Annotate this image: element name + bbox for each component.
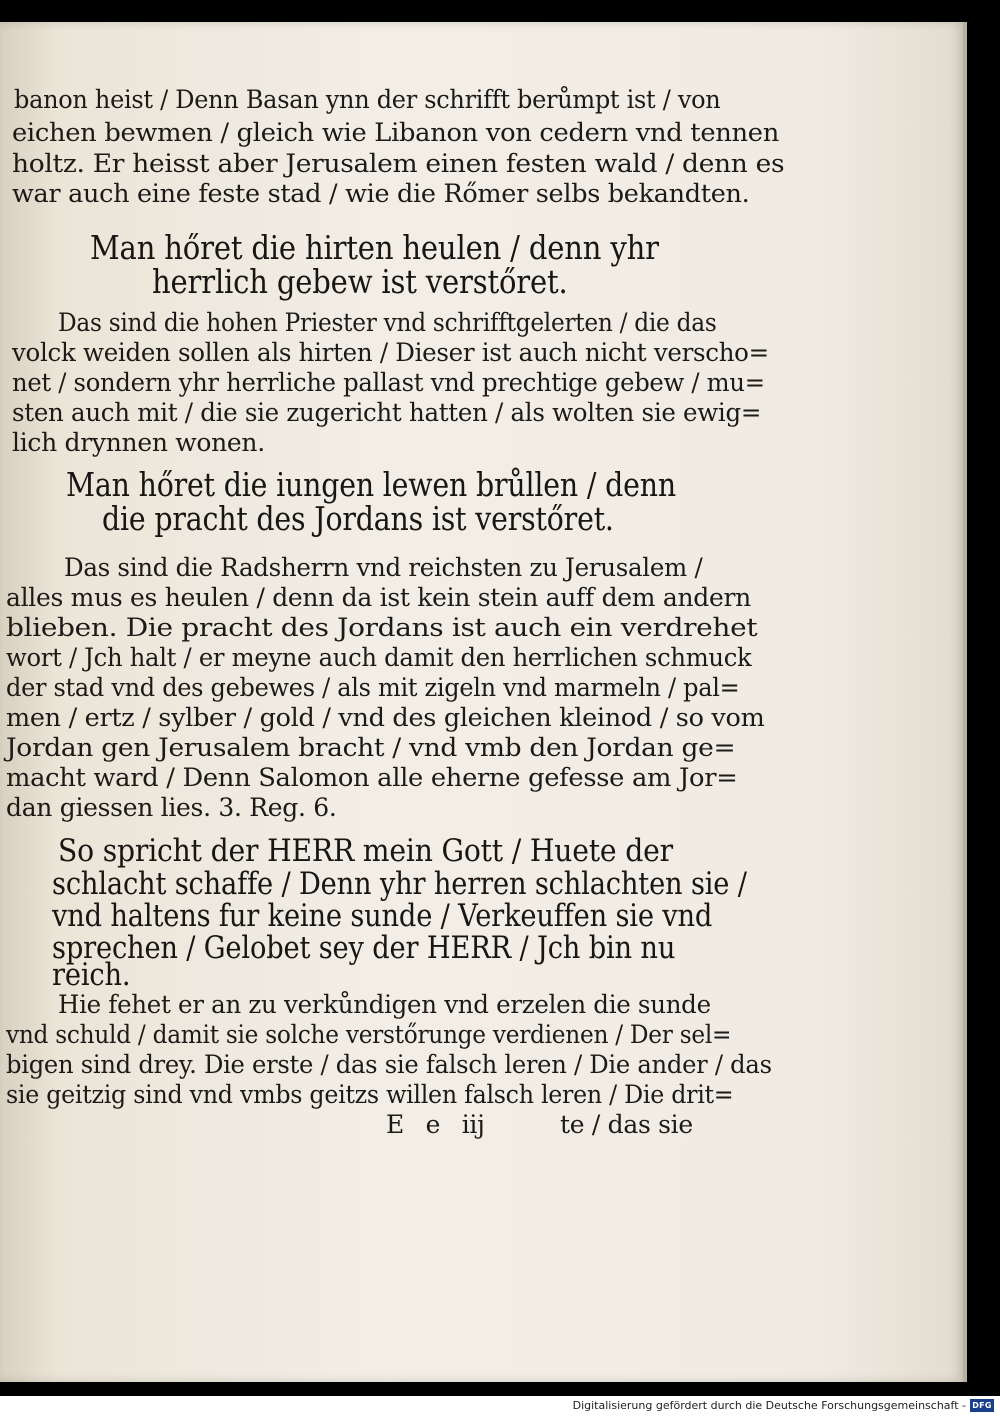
text-line: blieben. Die pracht des Jordans ist auch ein verdrehet [6, 613, 758, 642]
text-line: der stad vnd des gebewes / als mit zigeln vnd marmeln / pal= [6, 673, 740, 702]
text-line: sie geitzig sind vnd vmbs geitzs willen falsch leren / Die drit= [6, 1080, 734, 1109]
page-edge [963, 22, 967, 1382]
text-line: vnd schuld / damit sie solche verstőrunge verdienen / Der sel= [6, 1020, 732, 1049]
verse-line: sprechen / Gelobet sey der HERR / Jch bin nu [52, 930, 676, 966]
text-line: Jordan gen Jerusalem bracht / vnd vmb den Jordan ge= [6, 733, 736, 762]
footer-credit: Digitalisierung gefördert durch die Deutsche Forschungsgemeinschaft - [572, 1399, 966, 1412]
verse-line: reich. [52, 957, 131, 993]
text-line: dan giessen lies. 3. Reg. 6. [6, 793, 337, 822]
text-line: eichen bewmen / gleich wie Libanon von cedern vnd tennen [12, 118, 780, 147]
text-line: Das sind die hohen Priester vnd schrifftgelerten / die das [58, 308, 717, 337]
verse-line: vnd haltens fur keine sunde / Verkeuffen sie vnd [52, 898, 713, 934]
text-line: bigen sind drey. Die erste / das sie falsch leren / Die ander / das [6, 1050, 772, 1079]
heading-line: die pracht des Jordans ist verstőret. [102, 499, 614, 538]
heading-line: Man hőret die iungen lewen brůllen / denn [66, 465, 676, 504]
text-line: volck weiden sollen als hirten / Dieser ist auch nicht verscho= [12, 338, 769, 367]
verse-line: schlacht schaffe / Denn yhr herren schlachten sie / [52, 866, 747, 902]
text-line: lich drynnen wonen. [12, 428, 265, 457]
text-line: men / ertz / sylber / gold / vnd des gleichen kleinod / so vom [6, 703, 765, 732]
verse-line: So spricht der HERR mein Gott / Huete der [58, 833, 673, 869]
text-line: banon heist / Denn Basan ynn der schrifft berůmpt ist / von [14, 85, 721, 114]
text-line: net / sondern yhr herrliche pallast vnd prechtige gebew / mu= [12, 368, 765, 397]
text-line: war auch eine feste stad / wie die Rőmer selbs bekandten. [12, 179, 750, 208]
text-line: wort / Jch halt / er meyne auch damit den herrlichen schmuck [6, 643, 752, 672]
text-line: sten auch mit / die sie zugericht hatten / als wolten sie ewig= [12, 398, 762, 427]
text-line: alles mus es heulen / denn da ist kein stein auff dem andern [6, 583, 751, 612]
text-line: holtz. Er heisst aber Jerusalem einen festen wald / denn es [12, 149, 785, 178]
dfg-logo-icon[interactable]: DFG [970, 1399, 994, 1412]
heading-line: Man hőret die hirten heulen / denn yhr [90, 228, 659, 267]
heading-line: herrlich gebew ist verstőret. [152, 262, 568, 301]
text-line: Hie fehet er an zu verkůndigen vnd erzelen die sunde [58, 990, 711, 1019]
text-line: macht ward / Denn Salomon alle eherne gefesse am Jor= [6, 763, 738, 792]
book-page [0, 22, 965, 1382]
signature-mark: E e iij [386, 1110, 485, 1139]
catchword: te / das sie [560, 1110, 693, 1139]
text-line: Das sind die Radsherrn vnd reichsten zu Jerusalem / [64, 553, 703, 582]
